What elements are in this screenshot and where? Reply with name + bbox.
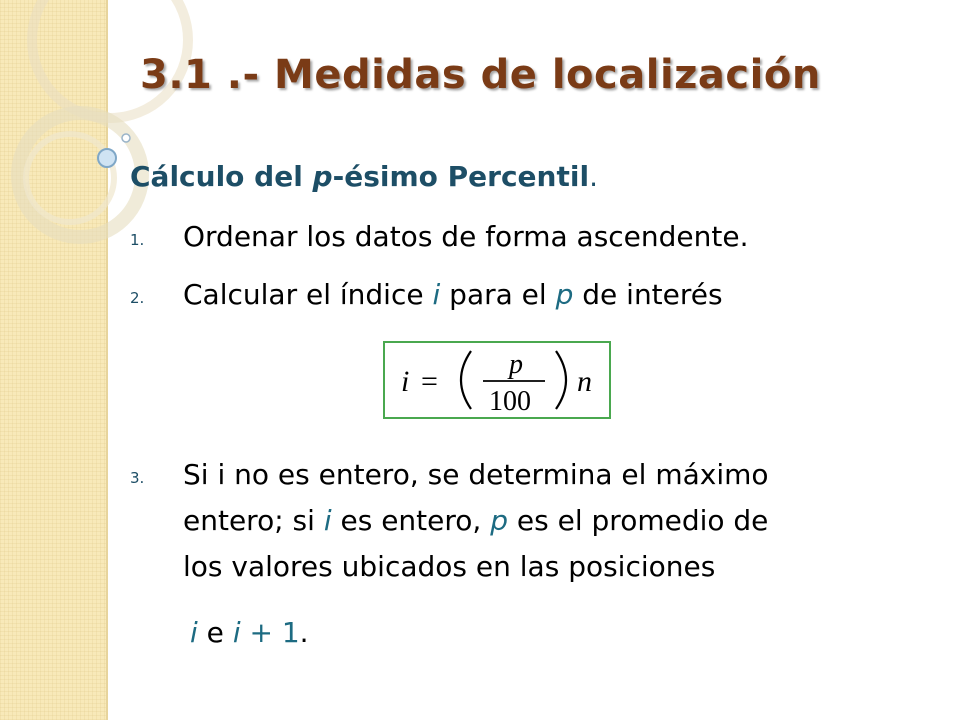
list-item-line-3: los valores ubicados en las posiciones bbox=[183, 550, 716, 583]
list-item-line-1: Si i no es entero, se determina el máximo bbox=[183, 458, 769, 491]
plus-one: + 1 bbox=[240, 616, 300, 649]
list-number: 2. bbox=[130, 289, 145, 307]
positions-expression: i e i + 1. bbox=[190, 616, 309, 649]
heading-text-end: -ésimo Percentil bbox=[332, 160, 590, 193]
list-item-text: Ordenar los datos de forma ascendente. bbox=[183, 220, 749, 253]
heading-text-start: Cálculo del bbox=[130, 160, 313, 193]
formula-denominator: 100 bbox=[489, 386, 531, 417]
list-number: 3. bbox=[130, 469, 145, 487]
formula-lhs: i bbox=[401, 365, 410, 398]
right-paren bbox=[556, 351, 566, 409]
variable-i: i bbox=[323, 504, 332, 537]
variable-i: i bbox=[232, 616, 241, 649]
variable-p: p bbox=[555, 278, 574, 311]
left-paren bbox=[461, 351, 471, 409]
heading-period: . bbox=[589, 160, 598, 193]
variable-i: i bbox=[190, 616, 198, 649]
variable-p: p bbox=[490, 504, 508, 537]
list-number: 1. bbox=[130, 231, 145, 249]
formula-equals: = bbox=[421, 365, 438, 398]
percentile-index-formula bbox=[383, 341, 611, 419]
list-item-text: Calcular el índice i para el p de interés bbox=[183, 278, 723, 311]
formula-multiplier: n bbox=[577, 365, 592, 398]
list-item-line-2: entero; si i es entero, p es el promedio de bbox=[183, 504, 769, 537]
list-item-1 bbox=[130, 214, 910, 260]
formula-numerator: p bbox=[509, 349, 523, 380]
list-item-2 bbox=[130, 272, 910, 318]
heading-variable-p: p bbox=[312, 160, 333, 193]
variable-i: i bbox=[432, 278, 441, 311]
list-item-3 bbox=[130, 452, 910, 592]
section-heading bbox=[130, 160, 598, 193]
slide-title: 3.1 .- Medidas de localización bbox=[140, 52, 821, 98]
